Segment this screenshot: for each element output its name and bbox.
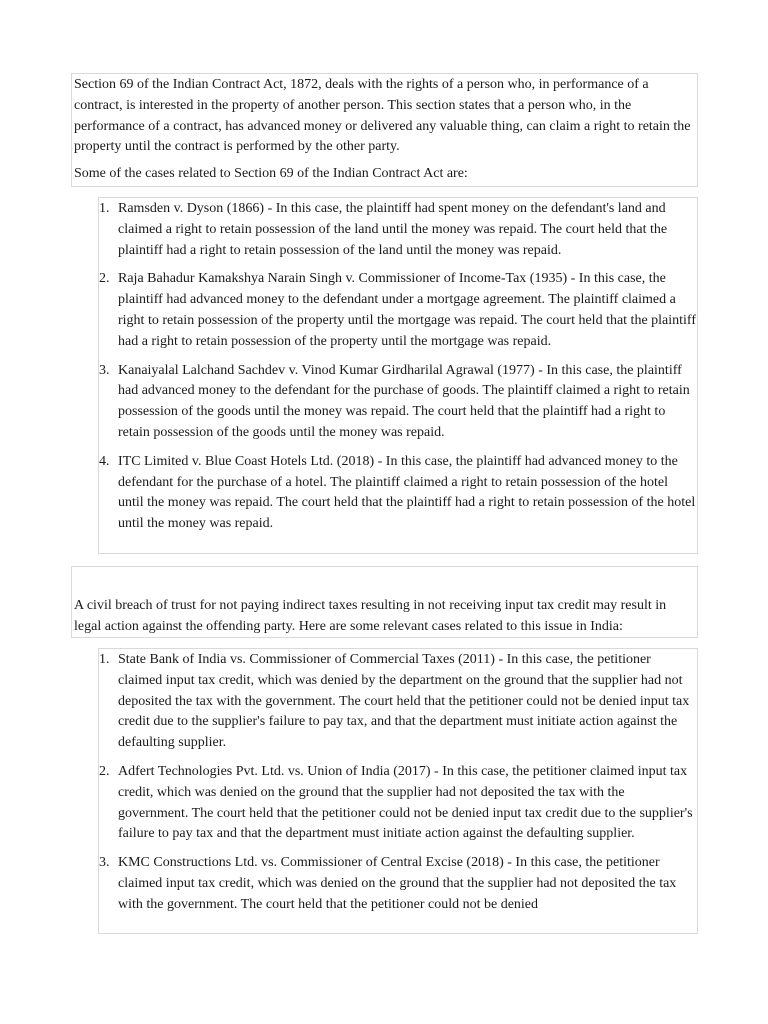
case-text: KMC Constructions Ltd. vs. Commissioner of Central Excise (2018) - In this case, the petitioner claimed input tax credit, which was denied on the ground that the supplier had not deposited the tax with the government. The court held that the petitioner could not be denied	[118, 855, 677, 912]
section69-cases-list	[99, 198, 697, 543]
case-text: Ramsden v. Dyson (1866) - In this case, the plaintiff had spent money on the defendant's land and claimed a right to retain possession of the land until the money was repaid. The court held that the plaintiff had a right to retain possession of the land until the money was repaid.	[118, 201, 668, 258]
list-number: 3.	[99, 362, 110, 378]
list-number: 2.	[99, 271, 110, 287]
itc-cases-list-box	[98, 648, 698, 934]
breach-paragraph: A civil breach of trust for not paying indirect taxes resulting in not receiving input tax credit may result in legal action against the offending party. Here are some relevant cases related to this issue in India:	[74, 598, 667, 634]
list-number: 4.	[99, 453, 110, 469]
case-text: Raja Bahadur Kamakshya Narain Singh v. Commissioner of Income-Tax (1935) - In this case, the plaintiff had advanced money to the defendant under a mortgage agreement. The plaintiff claimed a right to retain possession of the property until the mortgage was repaid. The court held that the plaintiff had a right to retain possession of the property until the mortgage was repaid.	[118, 271, 697, 349]
list-item	[99, 199, 697, 261]
list-item	[99, 269, 697, 352]
list-number: 2.	[99, 763, 110, 779]
list-item	[99, 853, 697, 915]
list-number: 1.	[99, 652, 110, 667]
list-item	[99, 361, 697, 444]
list-item	[99, 452, 697, 535]
intro-paragraph: Section 69 of the Indian Contract Act, 1872, deals with the rights of a person who, in performance of a contract, is interested in the property of another person. This section states that a person who, in the performance of a contract, has advanced money or delivered any valuable thing, can claim a right to retain the property until the contract is performed by the other party.	[74, 77, 691, 155]
case-text: Kanaiyalal Lalchand Sachdev v. Vinod Kumar Girdharilal Agrawal (1977) - In this case, the plaintiff had advanced money to the defendant for the purchase of goods. The plaintiff claimed a right to retain possession of the goods until the money was repaid. The court held that the plaintiff had a right to retain possession of the goods until the money was repaid.	[118, 362, 690, 440]
case-text: ITC Limited v. Blue Coast Hotels Ltd. (2018) - In this case, the plaintiff had advanced money to the defendant for the purchase of a hotel. The plaintiff claimed a right to retain possession of the hotel until the money was repaid. The court held that the plaintiff had a right to retain possession of the hotel until the money was repaid.	[118, 453, 696, 532]
section69-cases-list-box	[98, 197, 698, 554]
cases-intro-paragraph: Some of the cases related to Section 69 of the Indian Contract Act are:	[74, 166, 468, 182]
list-item	[99, 650, 697, 754]
case-text: State Bank of India vs. Commissioner of Commercial Taxes (2011) - In this case, the petitioner claimed input tax credit, which was denied by the department on the ground that the supplier had not deposited the tax with the government. The court held that the petitioner could not be denied input tax credit due to the supplier's failure to pay tax, and that the department must initiate action against the defaulting supplier.	[118, 652, 690, 751]
list-item	[99, 762, 697, 845]
intro-section	[71, 73, 698, 187]
list-number: 3.	[99, 855, 110, 871]
itc-cases-list	[99, 649, 697, 924]
list-number: 1.	[99, 201, 110, 216]
breach-section	[71, 566, 698, 638]
case-text: Adfert Technologies Pvt. Ltd. vs. Union of India (2017) - In this case, the petitioner claimed input tax credit, which was denied on the ground that the supplier had not deposited the tax with the government. The court held that the petitioner could not be denied input tax credit due to the supplier's failure to pay tax and that the department must initiate action against the defaulting supplier.	[118, 763, 693, 842]
